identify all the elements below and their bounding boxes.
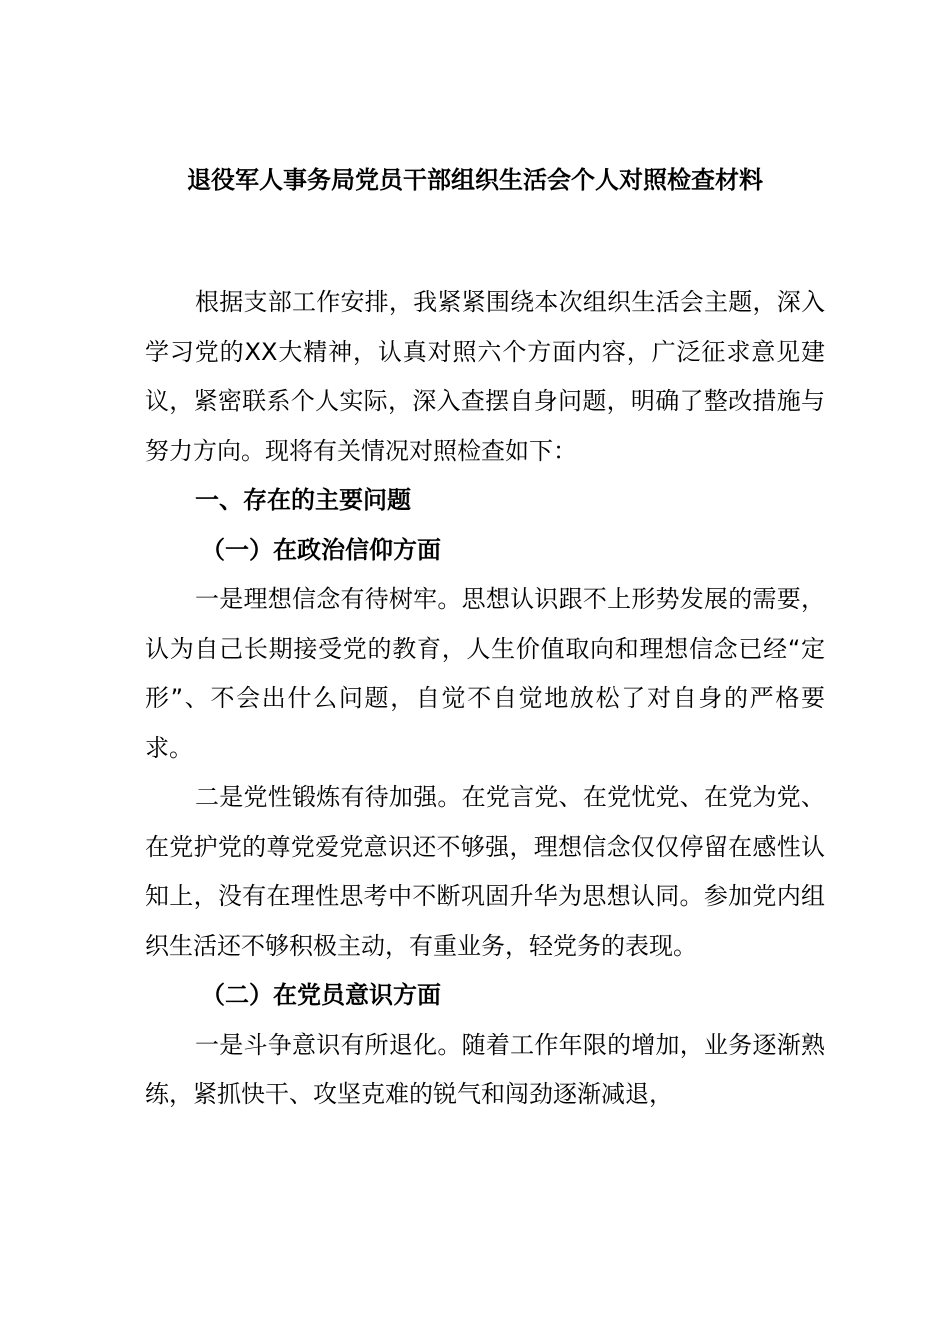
paragraph-ideals: 一是理想信念有待树牢。思想认识跟不上形势发展的需要，认为自己长期接受党的教育，人生价值取向和理想信念已经“定形”、不会出什么问题，自觉不自觉地放松了对自身的严格要求。 — [145, 585, 825, 762]
subsection-heading-party-awareness: （二）在党员意识方面 — [201, 981, 441, 1009]
subsection-heading-political-belief: （一）在政治信仰方面 — [201, 535, 441, 564]
document-body — [145, 278, 825, 1120]
section-heading-problems: 一、存在的主要问题 — [195, 486, 411, 514]
intro-paragraph: 根据支部工作安排，我紧紧围绕本次组织生活会主题，深入学习党的XX大精神，认真对照六个方面内容，广泛征求意见建议，紧密联系个人实际，深入查摆自身问题，明确了整改措施与努力方向。现将有关情况对照检查如下： — [145, 288, 825, 465]
document-title: 退役军人事务局党员干部组织生活会个人对照检查材料 — [187, 166, 763, 194]
paragraph-party-spirit: 二是党性锻炼有待加强。在党言党、在党忧党、在党为党、在党护党的尊党爱党意识还不够强，理想信念仅仅停留在感性认知上，没有在理性思考中不断巩固升华为思想认同。参加党内组织生活还不够积极主动，有重业务，轻党务的表现。 — [145, 783, 825, 960]
paragraph-struggle-awareness: 一是斗争意识有所退化。随着工作年限的增加，业务逐渐熟练，紧抓快干、攻坚克难的锐气和闯劲逐渐减退， — [145, 1030, 825, 1108]
